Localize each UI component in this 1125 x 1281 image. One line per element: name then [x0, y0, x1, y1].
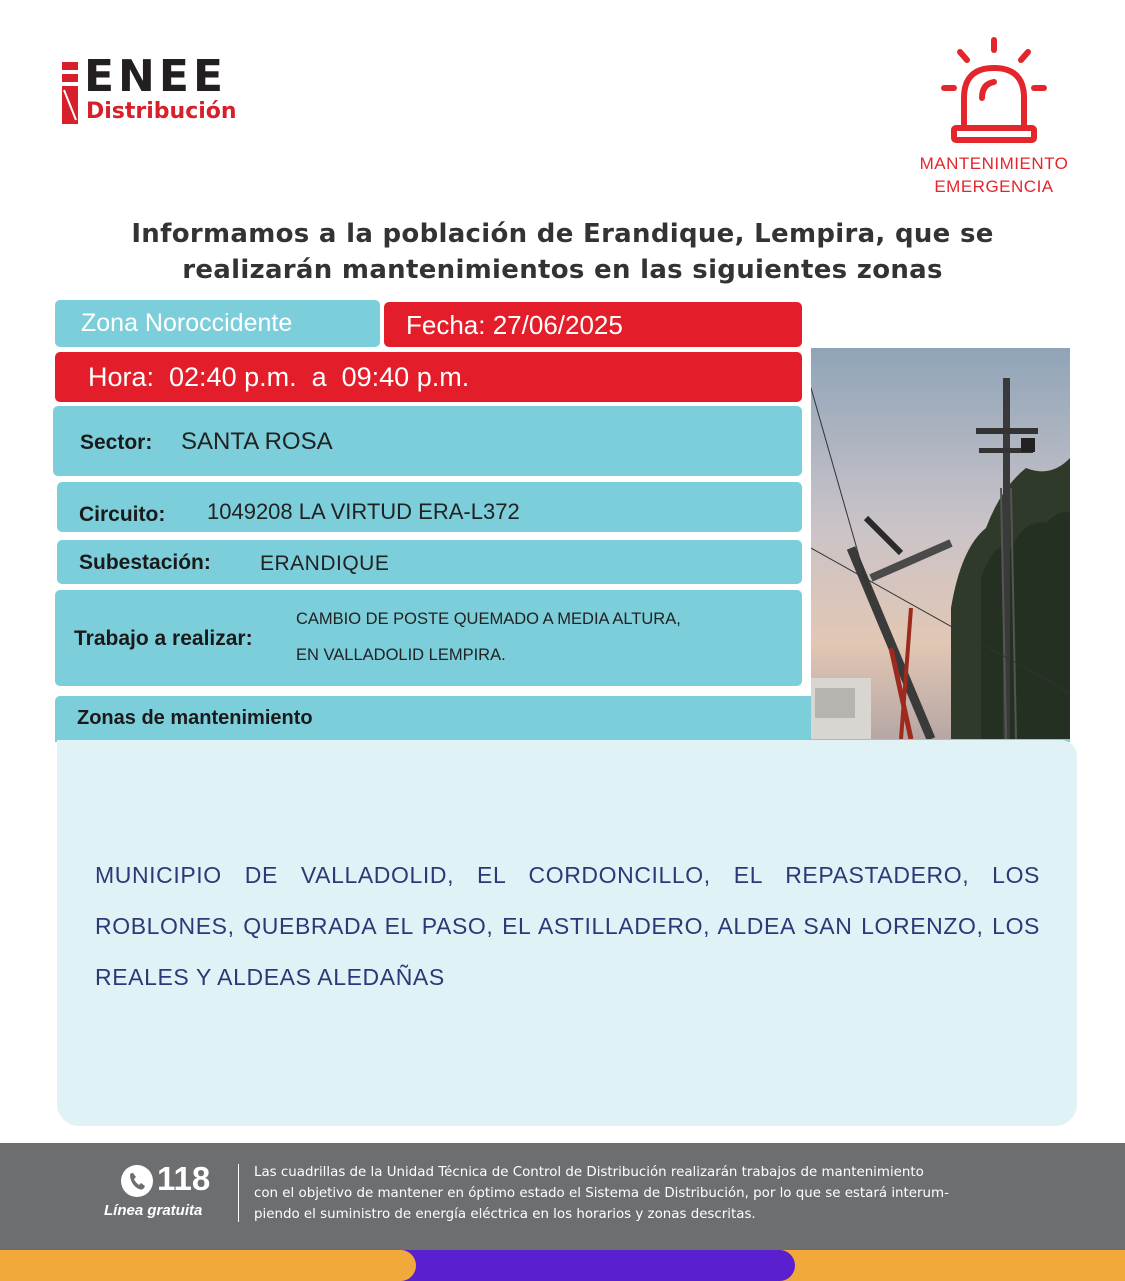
disclaimer-line-3: piendo el suministro de energía eléctrica en los horarios y zonas descritas.: [254, 1207, 756, 1222]
zona-text: Zona Noroccidente: [81, 309, 293, 337]
headline-line-2: realizarán mantenimientos en las siguientes zonas: [182, 255, 943, 285]
subestacion-box: [57, 540, 802, 584]
trabajo-label: Trabajo a realizar:: [74, 627, 253, 650]
alert-label: [895, 152, 1093, 198]
bottom-bar-purple: [402, 1250, 795, 1281]
disclaimer-line-2: con el objetivo de mantener en óptimo estado el Sistema de Distribución, por lo que se estará interum-: [254, 1186, 949, 1201]
subestacion-value: ERANDIQUE: [260, 552, 390, 575]
subestacion-label: Subestación:: [79, 551, 211, 574]
headline-line-1: Informamos a la población de Erandique, Lempira, que se: [131, 219, 994, 249]
brand-name: ENEE: [84, 51, 227, 102]
trabajo-line-2: EN VALLADOLID LEMPIRA.: [296, 646, 506, 664]
zonas-label: Zonas de mantenimiento: [77, 707, 313, 729]
alert-line-2: EMERGENCIA: [934, 177, 1054, 196]
bottom-bar-orange-left: [0, 1250, 416, 1281]
zona-box: [55, 300, 380, 347]
sector-label: Sector:: [80, 431, 153, 454]
circuito-box: [57, 482, 802, 532]
alert-line-1: MANTENIMIENTO: [919, 154, 1069, 173]
headline: [40, 216, 1085, 288]
hora-text: Hora: 02:40 p.m. a 09:40 p.m.: [88, 362, 470, 392]
fecha-text: Fecha: 27/06/2025: [406, 310, 623, 340]
phone-icon: [121, 1165, 153, 1197]
alarm-siren-icon: [938, 36, 1050, 146]
footer-disclaimer: [254, 1162, 1044, 1225]
fecha-box: [384, 302, 802, 347]
footer-divider: [238, 1164, 239, 1222]
maintenance-photo: [811, 348, 1070, 739]
zonas-panel: [57, 740, 1077, 1126]
circuito-value: 1049208 LA VIRTUD ERA-L372: [207, 499, 520, 524]
trabajo-box: [55, 590, 802, 686]
hora-box: [55, 352, 802, 402]
disclaimer-line-1: Las cuadrillas de la Unidad Técnica de Control de Distribución realizarán trabajos de mantenimiento: [254, 1165, 924, 1180]
zonas-list: MUNICIPIO DE VALLADOLID, EL CORDONCILLO, EL REPASTADERO, LOS ROBLONES, QUEBRADA EL PASO, EL ASTILLADERO, ALDEA SAN LORENZO, LOS REALES Y ALDEAS ALEDAÑAS: [95, 862, 1040, 990]
logo-mark-icon: [58, 62, 80, 124]
trabajo-line-1: CAMBIO DE POSTE QUEMADO A MEDIA ALTURA,: [296, 610, 681, 628]
enee-logo: [58, 51, 288, 128]
sector-value: SANTA ROSA: [181, 428, 333, 455]
circuito-label: Circuito:: [79, 503, 166, 526]
sector-box: [53, 406, 802, 476]
phone-number: 118: [157, 1160, 211, 1197]
brand-subtitle: Distribución: [86, 99, 237, 124]
free-line-label: Línea gratuita: [104, 1202, 203, 1219]
